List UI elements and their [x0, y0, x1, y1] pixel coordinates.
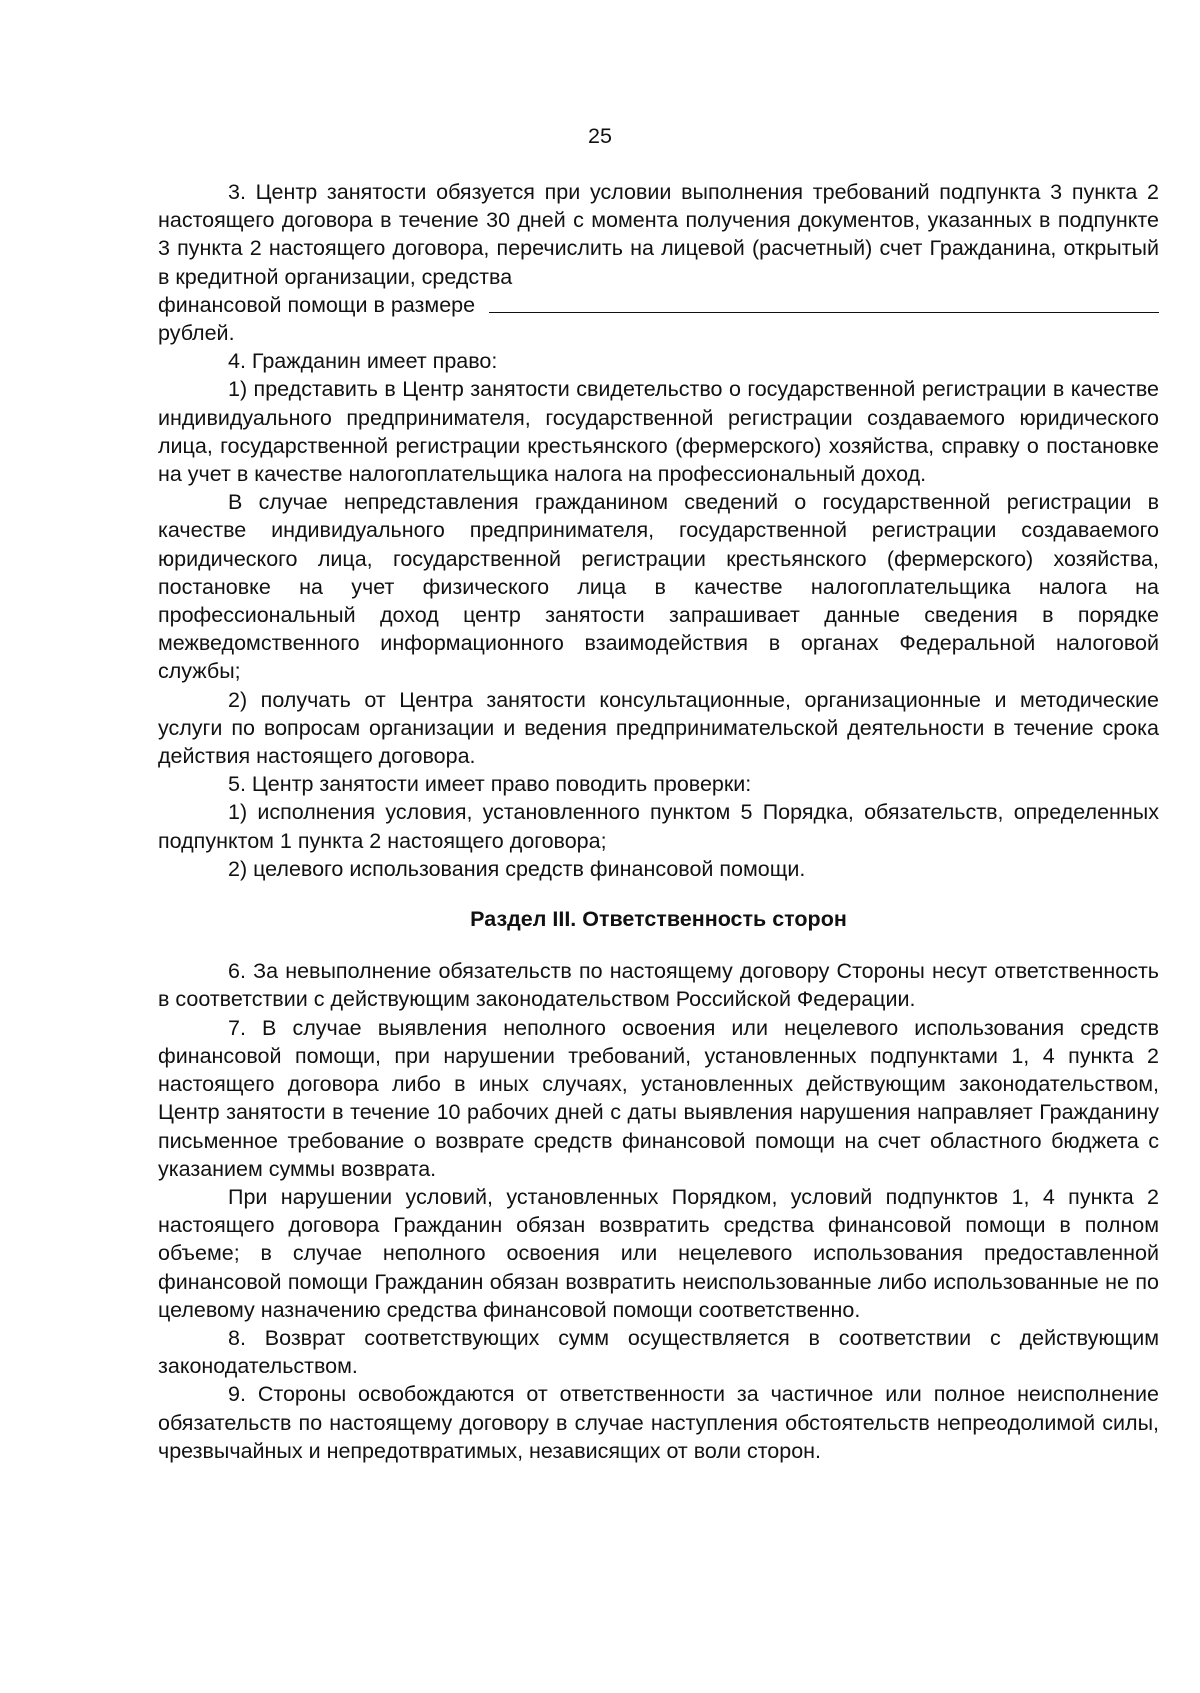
page-number: 25	[588, 124, 612, 148]
paragraph-3: 3. Центр занятости обязуется при условии выполнения требований подпункта 3 пункта 2 настоящего договора в течение 30 дней с момента получения документов, указанных в подпункте 3 пункта 2 настоящего договора, перечислить на лицевой (расчетный) счет Гражданина, открытый в кредитной организации, средства	[158, 180, 1159, 289]
paragraph-4-2: 2) получать от Центра занятости консультационные, организационные и методические услуги по вопросам организации и ведения предпринимательской деятельности в течение срока действия настоящего договора.	[158, 687, 1159, 769]
paragraph-9: 9. Стороны освобождаются от ответственности за частичное или полное неисполнение обязательств по настоящему договору в случае наступления обстоятельств непреодолимой силы, чрезвычайных и непредотвратимых, независящих от воли сторон.	[158, 1382, 1159, 1463]
paragraph-4-1-note: В случае непредставления гражданином сведений о государственной регистрации в качестве индивидуального предпринимателя, государственной регистрации создаваемого юридического лица, государственной регистрации крестьянского (фермерского) хозяйства, постановке на учет физического лица в качестве налогоплательщика налога на профессиональный доход центр занятости запрашивает данные сведения в порядке межведомственного информационного взаимодействия в органах Федеральной налоговой службы;	[158, 490, 1159, 684]
paragraph-7: 7. В случае выявления неполного освоения или нецелевого использования средств финансовой помощи, при нарушении требований, установленных подпунктами 1, 4 пункта 2 настоящего договора либо в иных случаях, установленных действующим законодательством, Центр занятости в течение 10 рабочих дней с даты выявления нарушения направляет Гражданину письменное требование о возврате средств финансовой помощи на счет областного бюджета с указанием суммы возврата.	[158, 1015, 1159, 1181]
paragraph-5-1: 1) исполнения условия, установленного пунктом 5 Порядка, обязательств, определенных подпунктом 1 пункта 2 настоящего договора;	[158, 800, 1159, 853]
paragraph-7-note: При нарушении условий, установленных Порядком, условий подпунктов 1, 4 пункта 2 настоящего договора Гражданин обязан возвратить средства финансовой помощи в полном объеме; в случае неполного освоения или нецелевого использования предоставленной финансовой помощи Гражданин обязан возвратить неиспользованные либо использованные не по целевому назначению средства финансовой помощи соответственно.	[158, 1184, 1159, 1322]
paragraph-4: 4. Гражданин имеет право:	[228, 349, 498, 374]
paragraph-4-1: 1) представить в Центр занятости свидетельство о государственной регистрации в качестве индивидуального предпринимателя, государственной регистрации создаваемого юридического лица, государственной регистрации крестьянского (фермерского) хозяйства, справку о постановке на учет в качестве налогоплательщика налога на профессиональный доход.	[158, 377, 1159, 487]
paragraph-8: 8. Возврат соответствующих сумм осуществляется в соответствии с действующим законодательством.	[158, 1325, 1159, 1379]
amount-line	[158, 291, 1159, 319]
paragraph-5-2: 2) целевого использования средств финансовой помощи.	[228, 856, 806, 881]
amount-blank-field	[489, 312, 1159, 313]
document-body	[158, 178, 1159, 1465]
paragraph-5: 5. Центр занятости имеет право поводить проверки:	[228, 772, 752, 797]
currency-word: рублей.	[158, 321, 235, 346]
section-heading: Раздел III. Ответственность сторон	[470, 907, 847, 932]
amount-label: финансовой помощи в размере	[158, 292, 476, 317]
paragraph-6: 6. За невыполнение обязательств по настоящему договору Стороны несут ответственность в соответствии с действующим законодательством Российской Федерации.	[158, 959, 1159, 1012]
